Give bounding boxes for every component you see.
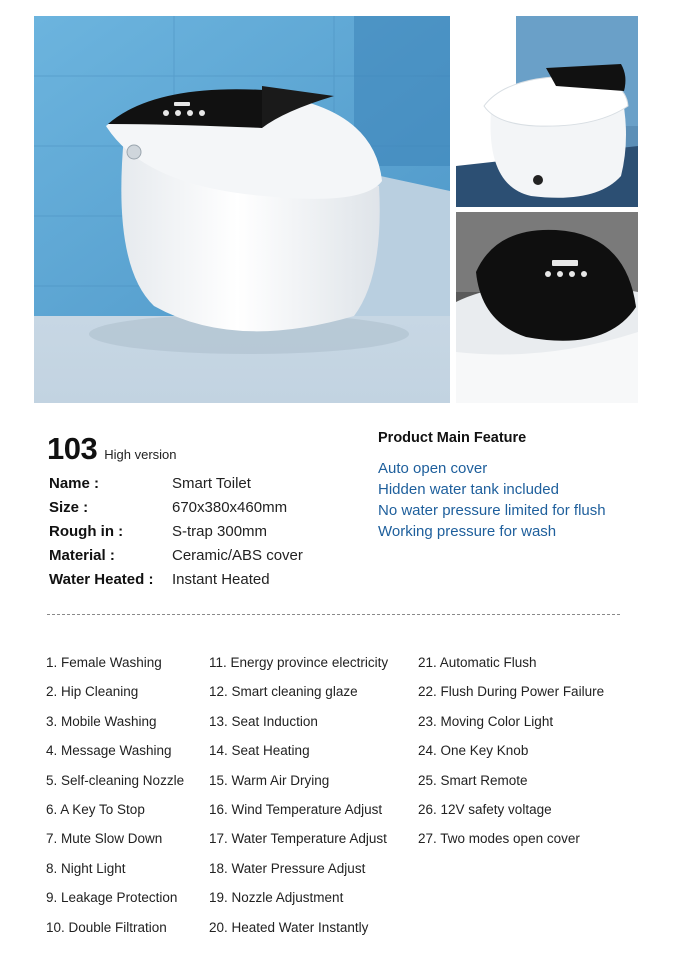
spec-row-rough-in — [49, 519, 303, 543]
function-item: 23. Moving Color Light — [418, 713, 554, 729]
spec-list — [49, 471, 303, 591]
function-item: 26. 12V safety voltage — [418, 801, 552, 817]
function-item: 27. Two modes open cover — [418, 831, 580, 847]
spec-value: Ceramic/ABS cover — [172, 546, 303, 564]
function-item: 3. Mobile Washing — [46, 713, 157, 729]
spec-label: Size : — [49, 498, 89, 516]
function-item: 18. Water Pressure Adjust — [209, 860, 366, 876]
function-item: 10. Double Filtration — [46, 919, 167, 935]
model-number: 103 — [47, 431, 98, 466]
function-item: 1. Female Washing — [46, 655, 162, 670]
spec-value: 670x380x460mm — [172, 498, 288, 516]
model-heading — [47, 431, 177, 467]
spec-label: Water Heated : — [49, 570, 154, 588]
function-list-col-2 — [209, 652, 388, 946]
spec-value: Smart Toilet — [172, 474, 251, 492]
spec-label: Name : — [49, 474, 100, 492]
feature-item: Auto open cover — [378, 460, 488, 477]
function-item: 25. Smart Remote — [418, 772, 528, 788]
spec-value: S-trap 300mm — [172, 522, 268, 540]
feature-list — [378, 458, 606, 542]
spec-row-water-heated — [49, 567, 303, 591]
feature-item: No water pressure limited for flush — [378, 502, 606, 519]
section-divider — [47, 614, 620, 615]
spec-label: Rough in : — [49, 522, 124, 540]
function-item: 12. Smart cleaning glaze — [209, 684, 358, 700]
function-item: 7. Mute Slow Down — [46, 831, 163, 847]
function-item: 15. Warm Air Drying — [209, 772, 330, 788]
function-item: 11. Energy province electricity — [209, 655, 389, 670]
function-item: 5. Self-cleaning Nozzle — [46, 772, 185, 788]
spec-label: Material : — [49, 546, 115, 564]
function-item: 17. Water Temperature Adjust — [209, 831, 387, 847]
function-item: 20. Heated Water Instantly — [209, 919, 369, 935]
function-item: 9. Leakage Protection — [46, 890, 178, 906]
product-photo-panel-closeup — [456, 212, 638, 403]
spec-row-material — [49, 543, 303, 567]
function-item: 6. A Key To Stop — [46, 801, 145, 817]
function-list-col-3 — [418, 652, 604, 858]
function-item: 14. Seat Heating — [209, 743, 310, 759]
function-list-col-1 — [46, 652, 184, 946]
function-item: 16. Wind Temperature Adjust — [209, 801, 383, 817]
feature-item: Hidden water tank included — [378, 481, 559, 498]
spec-value: Instant Heated — [172, 570, 270, 588]
function-item: 21. Automatic Flush — [418, 655, 537, 670]
model-version: High version — [104, 447, 177, 462]
feature-item: Working pressure for wash — [378, 523, 557, 540]
spec-row-name — [49, 471, 303, 495]
function-item: 2. Hip Cleaning — [46, 684, 139, 700]
function-item: 13. Seat Induction — [209, 713, 318, 729]
spec-row-size — [49, 495, 303, 519]
function-item: 19. Nozzle Adjustment — [209, 890, 344, 906]
function-item: 22. Flush During Power Failure — [418, 684, 605, 700]
function-item: 24. One Key Knob — [418, 743, 529, 759]
features-title: Product Main Feature — [378, 430, 527, 446]
function-item: 4. Message Washing — [46, 743, 172, 759]
product-photo-side — [456, 16, 638, 207]
product-photo-main — [34, 16, 450, 403]
function-item: 8. Night Light — [46, 860, 126, 876]
